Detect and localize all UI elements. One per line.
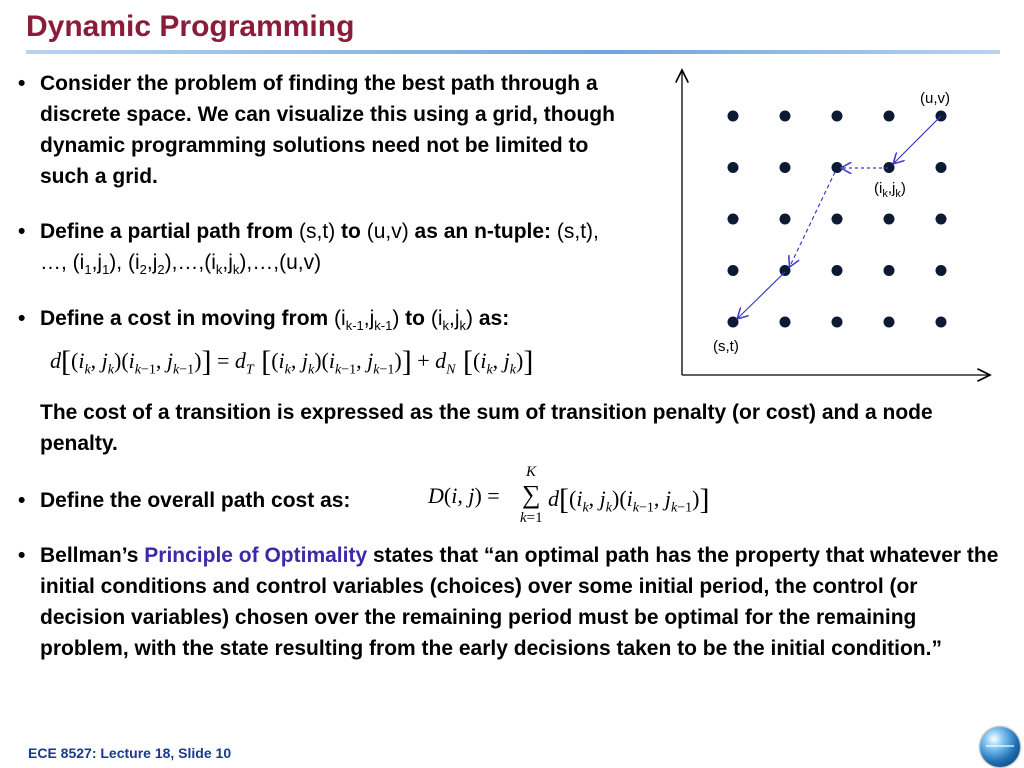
bullet-dot: •	[18, 307, 26, 330]
grid-point	[832, 214, 843, 225]
partial-path-tuple: (s,t), …, $(i_1,j_1)$, $(i_2,j_2),\dots,(i_k,j_k),\dots,(u,v)$	[40, 220, 599, 278]
grid-point	[728, 265, 739, 276]
partial-path-asan: as an n-tuple:	[408, 220, 557, 243]
grid-point	[884, 265, 895, 276]
slide-title: Dynamic Programming	[26, 10, 355, 43]
grid-point	[832, 265, 843, 276]
path-arrow-uv-to-ik	[894, 116, 941, 163]
grid-point	[936, 265, 947, 276]
grid-point	[884, 317, 895, 328]
partial-path-end: (u,v)	[366, 220, 409, 243]
grid-point	[936, 214, 947, 225]
overall-cost-label: Define the overall path cost as:	[40, 489, 351, 512]
slide-footer: ECE 8527: Lecture 18, Slide 10	[28, 745, 232, 761]
principle-of-optimality-highlight: Principle of Optimality	[144, 544, 368, 567]
partial-path-start: (s,t)	[299, 220, 336, 243]
grid-point	[936, 317, 947, 328]
grid-point	[728, 111, 739, 122]
grid-point	[832, 317, 843, 328]
grid-point	[884, 214, 895, 225]
label-st: (s,t)	[713, 338, 739, 355]
grid-point	[728, 162, 739, 173]
bellman-start: Bellman’s	[40, 544, 145, 567]
label-uv: (u,v)	[920, 90, 950, 107]
transition-cost-equation: $d[(i_k$, $j_k)(i_{k-1}$, $j_{k-1})] = d_T$ [($i_k$, $j_k)(i_{k-1}$, $j_{k-1})] + d_N$ [($i_k$, $j_k$)]	[50, 345, 534, 378]
cost-from-node: $(i_{k-1},j_{k-1})$	[334, 307, 400, 334]
transition-note: The cost of a transition is expressed as the sum of transition penalty (or cost) and a node penalty.	[40, 401, 933, 455]
grid-point	[884, 111, 895, 122]
bullet-best-path-text: Consider the problem of finding the best path through a discrete space. We can visualize this using a grid, though dynamic programming solutions need not be limited to such a grid.	[40, 72, 615, 188]
cost-to: to	[399, 307, 431, 330]
grid-point	[780, 111, 791, 122]
grid-point	[832, 111, 843, 122]
grid-point	[728, 214, 739, 225]
partial-path-to: to	[335, 220, 367, 243]
bullet-dot: •	[18, 220, 26, 243]
bullet-dot: •	[18, 72, 26, 95]
path-arrow-diagonal-down	[790, 172, 835, 266]
grid-point	[728, 317, 739, 328]
partial-path-label: Define a partial path from	[40, 220, 300, 243]
grid-point	[780, 162, 791, 173]
cost-as: as:	[473, 307, 510, 330]
cost-to-node: $(i_k,j_k)$	[430, 307, 474, 334]
cost-label: Define a cost in moving from	[40, 307, 335, 330]
grid-point	[780, 265, 791, 276]
label-ik-jk: $(i_k,j_k)$	[874, 180, 906, 200]
bullet-dot: •	[18, 489, 26, 512]
grid-point	[936, 162, 947, 173]
grid-point	[832, 162, 843, 173]
globe-logo-icon	[980, 727, 1020, 767]
grid-point	[780, 214, 791, 225]
bellman-rest: states that “an optimal path has the property that whatever the initial conditions and control variables (choices) over some initial period, the control (or decision variables) chosen over the remaining period must be optimal for the remaining problem, with the state resulting from the early decisions taken to be the initial condition.”	[40, 544, 999, 660]
path-arrow-to-st	[738, 272, 785, 318]
bullet-dot: •	[18, 544, 26, 567]
grid-point	[780, 317, 791, 328]
